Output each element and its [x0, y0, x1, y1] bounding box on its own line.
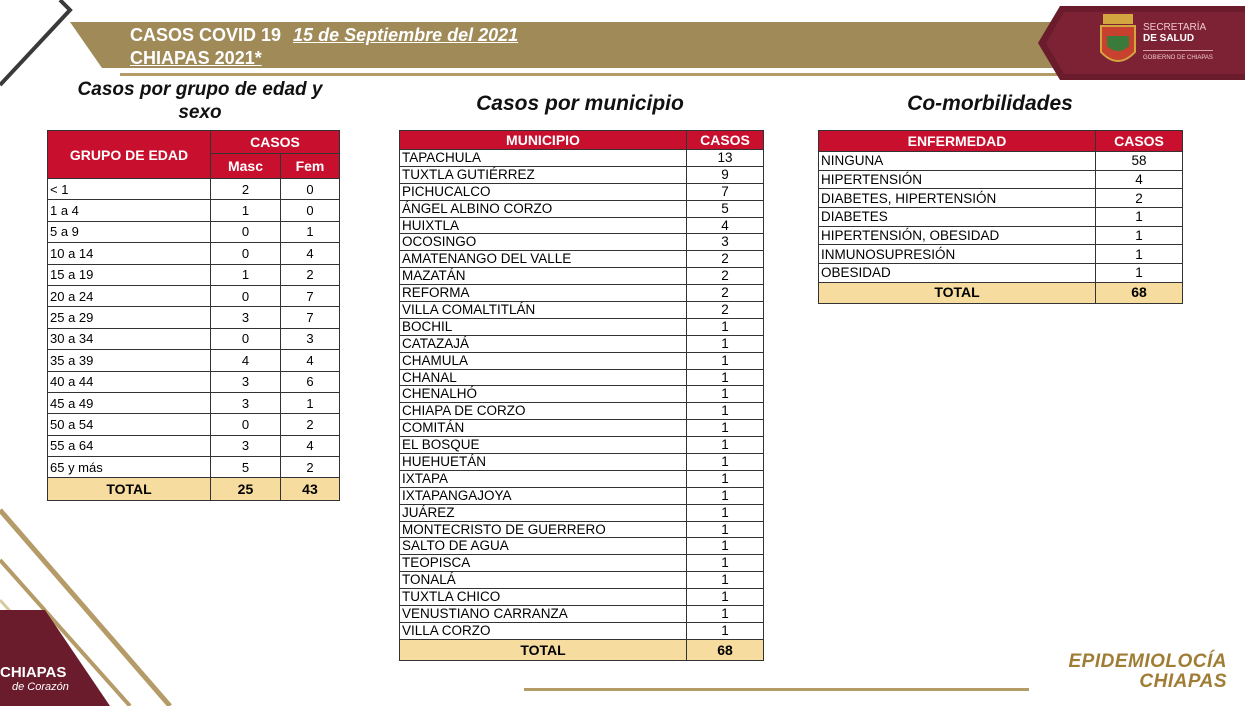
municipio-name-cell: VILLA CORZO [400, 622, 687, 639]
municipio-cases-cell: 9 [687, 166, 764, 183]
masc-cell: 5 [211, 457, 281, 478]
municipio-name-cell: IXTAPANGAJOYA [400, 487, 687, 504]
municipio-row [400, 318, 764, 335]
chiapas-logo-sub: de Corazón [12, 681, 69, 693]
municipio-row [400, 403, 764, 420]
age-row [48, 414, 340, 435]
fem-cell: 2 [280, 264, 339, 285]
age-row [48, 371, 340, 392]
age-row [48, 392, 340, 413]
municipio-table [399, 130, 764, 661]
fem-cell: 1 [280, 392, 339, 413]
municipio-cases-cell: 1 [687, 369, 764, 386]
comorb-row [819, 264, 1183, 283]
municipio-cases-cell: 1 [687, 487, 764, 504]
municipio-row [400, 606, 764, 623]
age-group-cell: 40 a 44 [48, 371, 211, 392]
comorb-name-cell: DIABETES [819, 208, 1096, 227]
fem-cell: 6 [280, 371, 339, 392]
age-row [48, 264, 340, 285]
municipio-section-title: Casos por municipio [476, 92, 684, 115]
municipio-row [400, 504, 764, 521]
municipio-cases-cell: 1 [687, 318, 764, 335]
age-row [48, 307, 340, 328]
fem-cell: 2 [280, 457, 339, 478]
municipio-cases-cell: 1 [687, 572, 764, 589]
report-date: 15 de Septiembre del 2021 [293, 25, 519, 45]
municipio-name-cell: CHAMULA [400, 352, 687, 369]
municipio-cases-cell: 1 [687, 335, 764, 352]
col-header-masc: Masc [211, 154, 281, 179]
age-total-label: TOTAL [48, 478, 211, 501]
municipio-cases-cell: 1 [687, 420, 764, 437]
age-row [48, 243, 340, 264]
municipio-cases-cell: 2 [687, 268, 764, 285]
comorb-cases-cell: 1 [1096, 245, 1183, 264]
age-row [48, 200, 340, 221]
fem-cell: 2 [280, 414, 339, 435]
comorb-row [819, 170, 1183, 189]
municipio-cases-cell: 2 [687, 302, 764, 319]
municipio-name-cell: CATAZAJÁ [400, 335, 687, 352]
municipio-cases-cell: 1 [687, 606, 764, 623]
mun-total-value: 68 [687, 639, 764, 660]
municipio-name-cell: TAPACHULA [400, 150, 687, 167]
comorb-table [818, 130, 1183, 304]
epi-line1: EPIDEMIOLOCÍA [1068, 651, 1227, 672]
mun-total-label: TOTAL [400, 639, 687, 660]
municipio-row [400, 285, 764, 302]
municipio-cases-cell: 2 [687, 285, 764, 302]
municipio-name-cell: BOCHIL [400, 318, 687, 335]
municipio-cases-cell: 1 [687, 589, 764, 606]
municipio-cases-cell: 7 [687, 183, 764, 200]
municipio-row [400, 454, 764, 471]
title-line2: CHIAPAS 2021* [130, 48, 262, 68]
municipio-cases-cell: 1 [687, 437, 764, 454]
masc-cell: 3 [211, 435, 281, 456]
municipio-row [400, 437, 764, 454]
municipio-name-cell: REFORMA [400, 285, 687, 302]
age-group-cell: 20 a 24 [48, 285, 211, 306]
fem-cell: 1 [280, 221, 339, 242]
municipio-row [400, 183, 764, 200]
comorb-section-title: Co-morbilidades [907, 92, 1073, 115]
municipio-row [400, 420, 764, 437]
age-group-cell: 5 a 9 [48, 221, 211, 242]
masc-cell: 3 [211, 307, 281, 328]
municipio-name-cell: MAZATÁN [400, 268, 687, 285]
comorb-total-row [819, 282, 1183, 303]
municipio-row [400, 555, 764, 572]
municipio-row [400, 217, 764, 234]
age-row [48, 221, 340, 242]
col-header-comorb-casos: CASOS [1096, 131, 1183, 152]
age-group-cell: 35 a 39 [48, 350, 211, 371]
municipio-name-cell: VENUSTIANO CARRANZA [400, 606, 687, 623]
masc-cell: 3 [211, 392, 281, 413]
comorb-name-cell: OBESIDAD [819, 264, 1096, 283]
coat-of-arms-icon [1097, 12, 1139, 72]
municipio-name-cell: CHIAPA DE CORZO [400, 403, 687, 420]
municipio-name-cell: HUIXTLA [400, 217, 687, 234]
municipio-name-cell: TUXTLA CHICO [400, 589, 687, 606]
masc-cell: 2 [211, 179, 281, 200]
municipio-name-cell: TEOPISCA [400, 555, 687, 572]
municipio-name-cell: ÁNGEL ALBINO CORZO [400, 200, 687, 217]
age-group-cell: 25 a 29 [48, 307, 211, 328]
municipio-cases-cell: 1 [687, 538, 764, 555]
municipio-cases-cell: 5 [687, 200, 764, 217]
municipio-cases-cell: 4 [687, 217, 764, 234]
municipio-row [400, 150, 764, 167]
municipio-row [400, 369, 764, 386]
municipio-cases-cell: 1 [687, 352, 764, 369]
municipio-row [400, 589, 764, 606]
municipio-name-cell: TUXTLA GUTIÉRREZ [400, 166, 687, 183]
comorb-name-cell: HIPERTENSIÓN [819, 170, 1096, 189]
age-group-cell: 45 a 49 [48, 392, 211, 413]
municipio-row [400, 470, 764, 487]
municipio-cases-cell: 13 [687, 150, 764, 167]
logo-line2: DE SALUD [1143, 33, 1195, 44]
municipio-name-cell: CHANAL [400, 369, 687, 386]
municipio-name-cell: OCOSINGO [400, 234, 687, 251]
municipio-name-cell: IXTAPA [400, 470, 687, 487]
col-header-mun-casos: CASOS [687, 131, 764, 150]
comorb-row [819, 189, 1183, 208]
header-divider [120, 73, 1080, 76]
comorb-row [819, 208, 1183, 227]
municipio-name-cell: COMITÁN [400, 420, 687, 437]
municipio-row [400, 166, 764, 183]
age-row [48, 285, 340, 306]
comorb-cases-cell: 1 [1096, 226, 1183, 245]
age-row [48, 179, 340, 200]
logo-line1: SECRETARÍA [1143, 22, 1207, 33]
age-row [48, 457, 340, 478]
age-row [48, 328, 340, 349]
municipio-name-cell: AMATENANGO DEL VALLE [400, 251, 687, 268]
age-total-fem: 43 [280, 478, 339, 501]
municipio-row [400, 521, 764, 538]
municipio-row [400, 352, 764, 369]
municipio-name-cell: PICHUCALCO [400, 183, 687, 200]
epi-line2: CHIAPAS [1139, 671, 1227, 692]
comorb-row [819, 152, 1183, 171]
municipio-cases-cell: 2 [687, 251, 764, 268]
fem-cell: 3 [280, 328, 339, 349]
age-group-cell: 10 a 14 [48, 243, 211, 264]
secretaria-logo-text [1143, 22, 1213, 64]
masc-cell: 0 [211, 243, 281, 264]
comorb-name-cell: INMUNOSUPRESIÓN [819, 245, 1096, 264]
masc-cell: 4 [211, 350, 281, 371]
fem-cell: 4 [280, 350, 339, 371]
age-total-row [48, 478, 340, 501]
logo-line3: GOBIERNO DE CHIAPAS [1143, 50, 1213, 64]
comorb-row [819, 226, 1183, 245]
age-total-masc: 25 [211, 478, 281, 501]
comorb-cases-cell: 1 [1096, 264, 1183, 283]
municipio-row [400, 335, 764, 352]
municipio-row [400, 302, 764, 319]
age-group-cell: 1 a 4 [48, 200, 211, 221]
age-row [48, 435, 340, 456]
age-group-cell: 50 a 54 [48, 414, 211, 435]
municipio-name-cell: HUEHUETÁN [400, 454, 687, 471]
masc-cell: 3 [211, 371, 281, 392]
col-header-fem: Fem [280, 154, 339, 179]
municipio-row [400, 386, 764, 403]
municipio-cases-cell: 1 [687, 454, 764, 471]
comorb-row [819, 245, 1183, 264]
age-row [48, 350, 340, 371]
masc-cell: 0 [211, 221, 281, 242]
page-title [130, 24, 518, 46]
municipio-name-cell: VILLA COMALTITLÁN [400, 302, 687, 319]
masc-cell: 1 [211, 200, 281, 221]
masc-cell: 0 [211, 285, 281, 306]
municipio-row [400, 487, 764, 504]
age-section-title: Casos por grupo de edad y sexo [77, 79, 323, 123]
municipio-cases-cell: 1 [687, 504, 764, 521]
municipio-cases-cell: 1 [687, 622, 764, 639]
comorb-name-cell: NINGUNA [819, 152, 1096, 171]
age-group-cell: 55 a 64 [48, 435, 211, 456]
comorb-name-cell: DIABETES, HIPERTENSIÓN [819, 189, 1096, 208]
mun-total-row [400, 639, 764, 660]
municipio-row [400, 268, 764, 285]
municipio-row [400, 572, 764, 589]
chiapas-logo [0, 666, 69, 694]
col-header-enfermedad: ENFERMEDAD [819, 131, 1096, 152]
municipio-cases-cell: 3 [687, 234, 764, 251]
col-header-group: GRUPO DE EDAD [48, 131, 211, 179]
masc-cell: 0 [211, 328, 281, 349]
comorb-cases-cell: 1 [1096, 208, 1183, 227]
epidemiologia-logo [1068, 652, 1227, 692]
municipio-name-cell: SALTO DE AGUA [400, 538, 687, 555]
fem-cell: 4 [280, 243, 339, 264]
chiapas-logo-text: CHIAPAS [0, 664, 67, 681]
footer-divider [524, 688, 1029, 691]
fem-cell: 0 [280, 200, 339, 221]
municipio-cases-cell: 1 [687, 403, 764, 420]
col-header-cases: CASOS [211, 131, 340, 154]
masc-cell: 0 [211, 414, 281, 435]
masc-cell: 1 [211, 264, 281, 285]
fem-cell: 0 [280, 179, 339, 200]
municipio-cases-cell: 1 [687, 386, 764, 403]
title-line1: CASOS COVID 19 [130, 25, 282, 45]
municipio-row [400, 622, 764, 639]
comorb-cases-cell: 2 [1096, 189, 1183, 208]
municipio-cases-cell: 1 [687, 470, 764, 487]
municipio-row [400, 538, 764, 555]
fem-cell: 7 [280, 285, 339, 306]
fem-cell: 7 [280, 307, 339, 328]
municipio-row [400, 251, 764, 268]
municipio-name-cell: EL BOSQUE [400, 437, 687, 454]
col-header-municipio: MUNICIPIO [400, 131, 687, 150]
municipio-name-cell: CHENALHÓ [400, 386, 687, 403]
comorb-total-label: TOTAL [819, 282, 1096, 303]
comorb-cases-cell: 4 [1096, 170, 1183, 189]
municipio-name-cell: TONALÁ [400, 572, 687, 589]
age-group-cell: 15 a 19 [48, 264, 211, 285]
municipio-name-cell: JUÁREZ [400, 504, 687, 521]
comorb-cases-cell: 58 [1096, 152, 1183, 171]
municipio-name-cell: MONTECRISTO DE GUERRERO [400, 521, 687, 538]
municipio-row [400, 234, 764, 251]
age-group-cell: < 1 [48, 179, 211, 200]
fem-cell: 4 [280, 435, 339, 456]
age-group-cell: 65 y más [48, 457, 211, 478]
comorb-total-value: 68 [1096, 282, 1183, 303]
municipio-cases-cell: 1 [687, 555, 764, 572]
municipio-cases-cell: 1 [687, 521, 764, 538]
age-table [47, 130, 340, 501]
comorb-name-cell: HIPERTENSIÓN, OBESIDAD [819, 226, 1096, 245]
age-group-cell: 30 a 34 [48, 328, 211, 349]
municipio-row [400, 200, 764, 217]
